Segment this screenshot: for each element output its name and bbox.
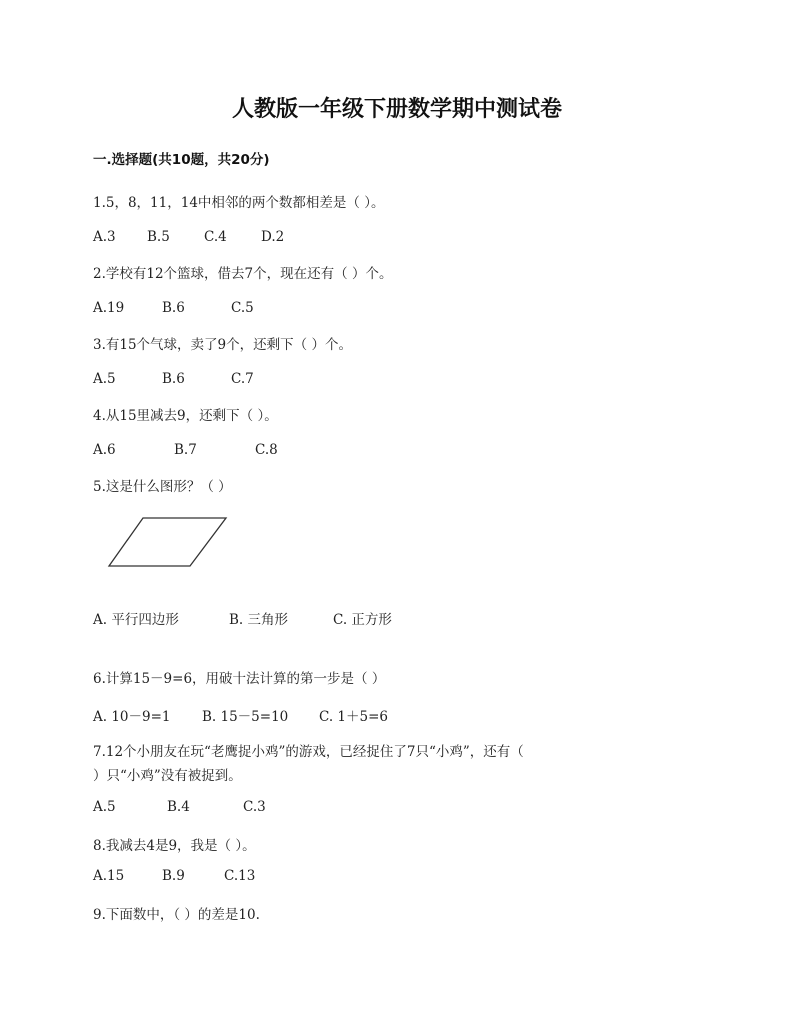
question-5-options: [93, 608, 392, 628]
option-c[interactable]: C.5: [231, 300, 254, 316]
question-6-options: [93, 705, 388, 725]
option-a[interactable]: A.5: [93, 799, 116, 815]
option-d[interactable]: D.2: [261, 229, 285, 245]
option-b[interactable]: B.4: [167, 799, 190, 815]
option-a[interactable]: A.5: [93, 371, 116, 387]
option-b[interactable]: B. 15－5=10: [202, 709, 289, 725]
question-2-options: [93, 300, 254, 316]
option-b[interactable]: B. 三角形: [229, 612, 289, 628]
question-7-text-line-2: ）只“小鸡”没有被捉到。: [93, 768, 242, 784]
option-b[interactable]: B.9: [162, 868, 185, 884]
question-8-options: [93, 868, 255, 884]
question-1-text: 1.5，8，11，14中相邻的两个数都相差是（ ）。: [93, 195, 385, 211]
option-c[interactable]: C.4: [204, 229, 227, 245]
option-a[interactable]: A.15: [93, 868, 125, 884]
section-heading: 一.选择题(共10题，共20分): [93, 152, 270, 168]
option-c[interactable]: C.3: [243, 799, 266, 815]
question-5-text: 5.这是什么图形？（ ）: [93, 479, 232, 495]
question-2-text: 2.学校有12个篮球，借去7个，现在还有（ ）个。: [93, 266, 393, 282]
question-4-text: 4.从15里减去9，还剩下（ ）。: [93, 408, 278, 424]
page-title: 人教版一年级下册数学期中测试卷: [231, 97, 562, 122]
option-b[interactable]: B.6: [162, 300, 185, 316]
question-3-options: [93, 371, 254, 387]
option-c[interactable]: C.7: [231, 371, 254, 387]
option-c[interactable]: C. 1＋5=6: [319, 709, 389, 725]
question-9-text: 9.下面数中，（ ）的差是10.: [93, 907, 260, 923]
option-a[interactable]: A.6: [93, 442, 116, 458]
question-7-options: [93, 799, 266, 815]
option-a[interactable]: A. 平行四边形: [93, 612, 179, 628]
option-c[interactable]: C. 正方形: [333, 612, 392, 628]
option-a[interactable]: A. 10－9=1: [93, 709, 171, 725]
question-3-text: 3.有15个气球，卖了9个，还剩下（ ）个。: [93, 337, 352, 353]
parallelogram-figure: [106, 514, 231, 570]
option-c[interactable]: C.8: [255, 442, 278, 458]
question-7-text-line-1: 7.12个小朋友在玩“老鹰捉小鸡”的游戏，已经捉住了7只“小鸡”，还有（: [93, 744, 524, 760]
option-a[interactable]: A.19: [93, 300, 125, 316]
option-b[interactable]: B.5: [147, 229, 170, 245]
option-c[interactable]: C.13: [224, 868, 256, 884]
option-b[interactable]: B.6: [162, 371, 185, 387]
option-a[interactable]: A.3: [93, 229, 116, 245]
question-6-text: 6.计算15－9=6，用破十法计算的第一步是（ ）: [93, 671, 386, 687]
question-4-options: [93, 442, 278, 458]
option-b[interactable]: B.7: [174, 442, 197, 458]
question-1-options: [93, 229, 284, 245]
question-8-text: 8.我减去4是9，我是（ ）。: [93, 838, 256, 854]
